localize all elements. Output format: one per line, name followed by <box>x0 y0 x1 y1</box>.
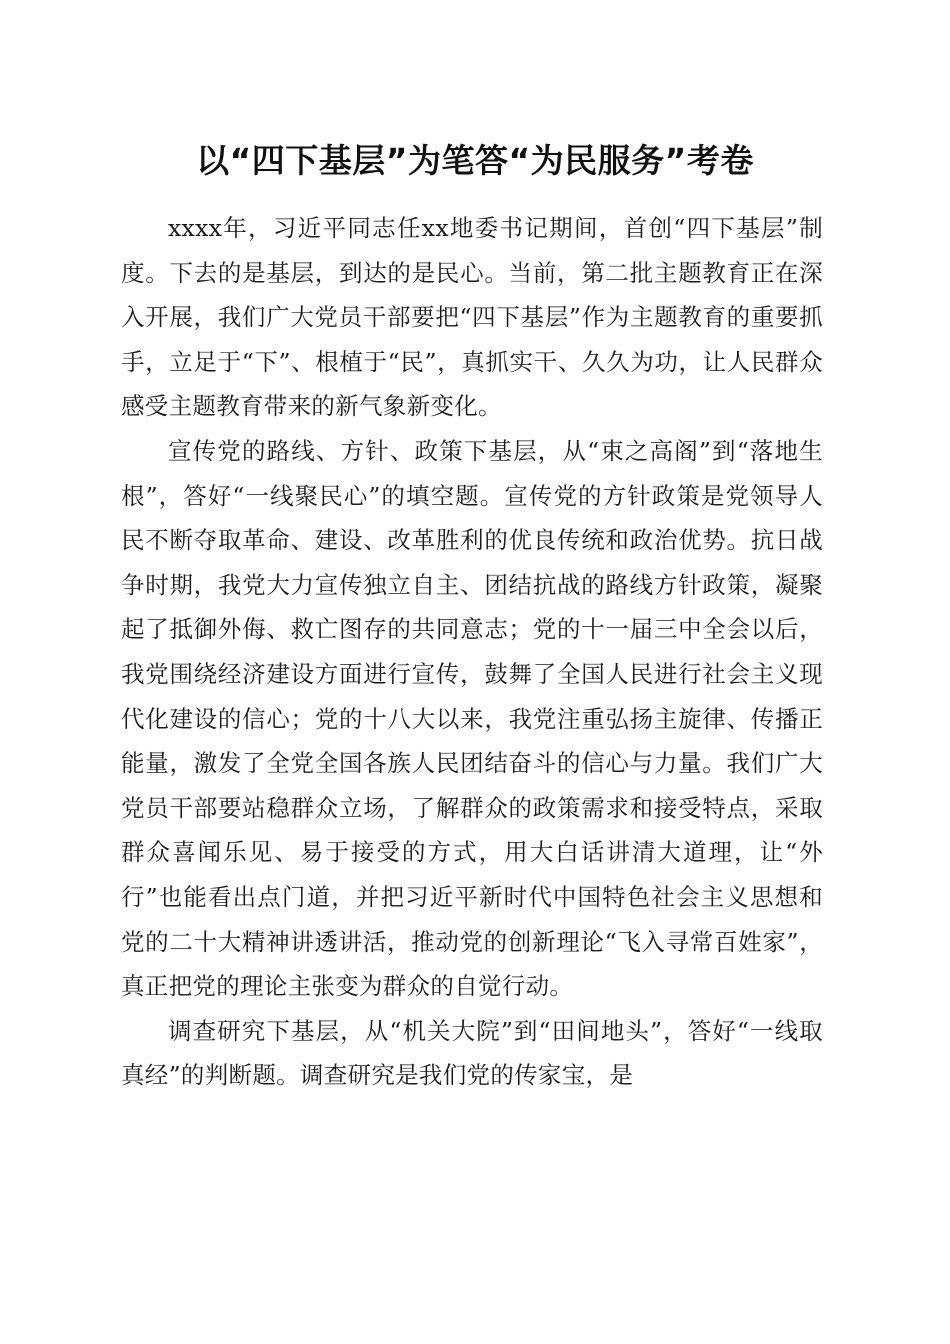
document-title: 以“四下基层”为笔答“为民服务”考卷 <box>196 141 754 180</box>
paragraph-policy-promotion: 宣传党的路线、方针、政策下基层，从“束之高阁”到“落地生根”，答好“一线聚民心”的填空题。宣传党的方针政策是党领导人民不断夺取革命、建设、改革胜利的优良传统和政治优势。抗日战争时期，我党大力宣传独立自主、团结抗战的路线方针政策，凝聚起了抵御外侮、救亡图存的共同意志；党的十一届三中全会以后，我党围绕经济建设方面进行宣传，鼓舞了全国人民进行社会主义现代化建设的信心；党的十八大以来，我党注重弘扬主旋律、传播正能量，激发了全党全国各族人民团结奋斗的信心与力量。我们广大党员干部要站稳群众立场，了解群众的政策需求和接受特点，采取群众喜闻乐见、易于接受的方式，用大白话讲清大道理，让“外行”也能看出点门道，并把习近平新时代中国特色社会主义思想和党的二十大精神讲透讲活，推动党的创新理论“飞入寻常百姓家”，真正把党的理论主张变为群众的自觉行动。 <box>121 436 823 1001</box>
paragraph-investigation: 调查研究下基层，从“机关大院”到“田间地头”，答好“一线取真经”的判断题。调查研究是我们党的传家宝，是 <box>121 1016 823 1090</box>
paragraph-intro: xxxx年，习近平同志任xx地委书记期间，首创“四下基层”制度。下去的是基层，到达的是民心。当前，第二批主题教育正在深入开展，我们广大党员干部要把“四下基层”作为主题教育的重要抓手，立足于“下”、根植于“民”，真抓实干、久久为功，让人民群众感受主题教育带来的新气象新变化。 <box>121 214 823 421</box>
document-body <box>121 206 823 1098</box>
